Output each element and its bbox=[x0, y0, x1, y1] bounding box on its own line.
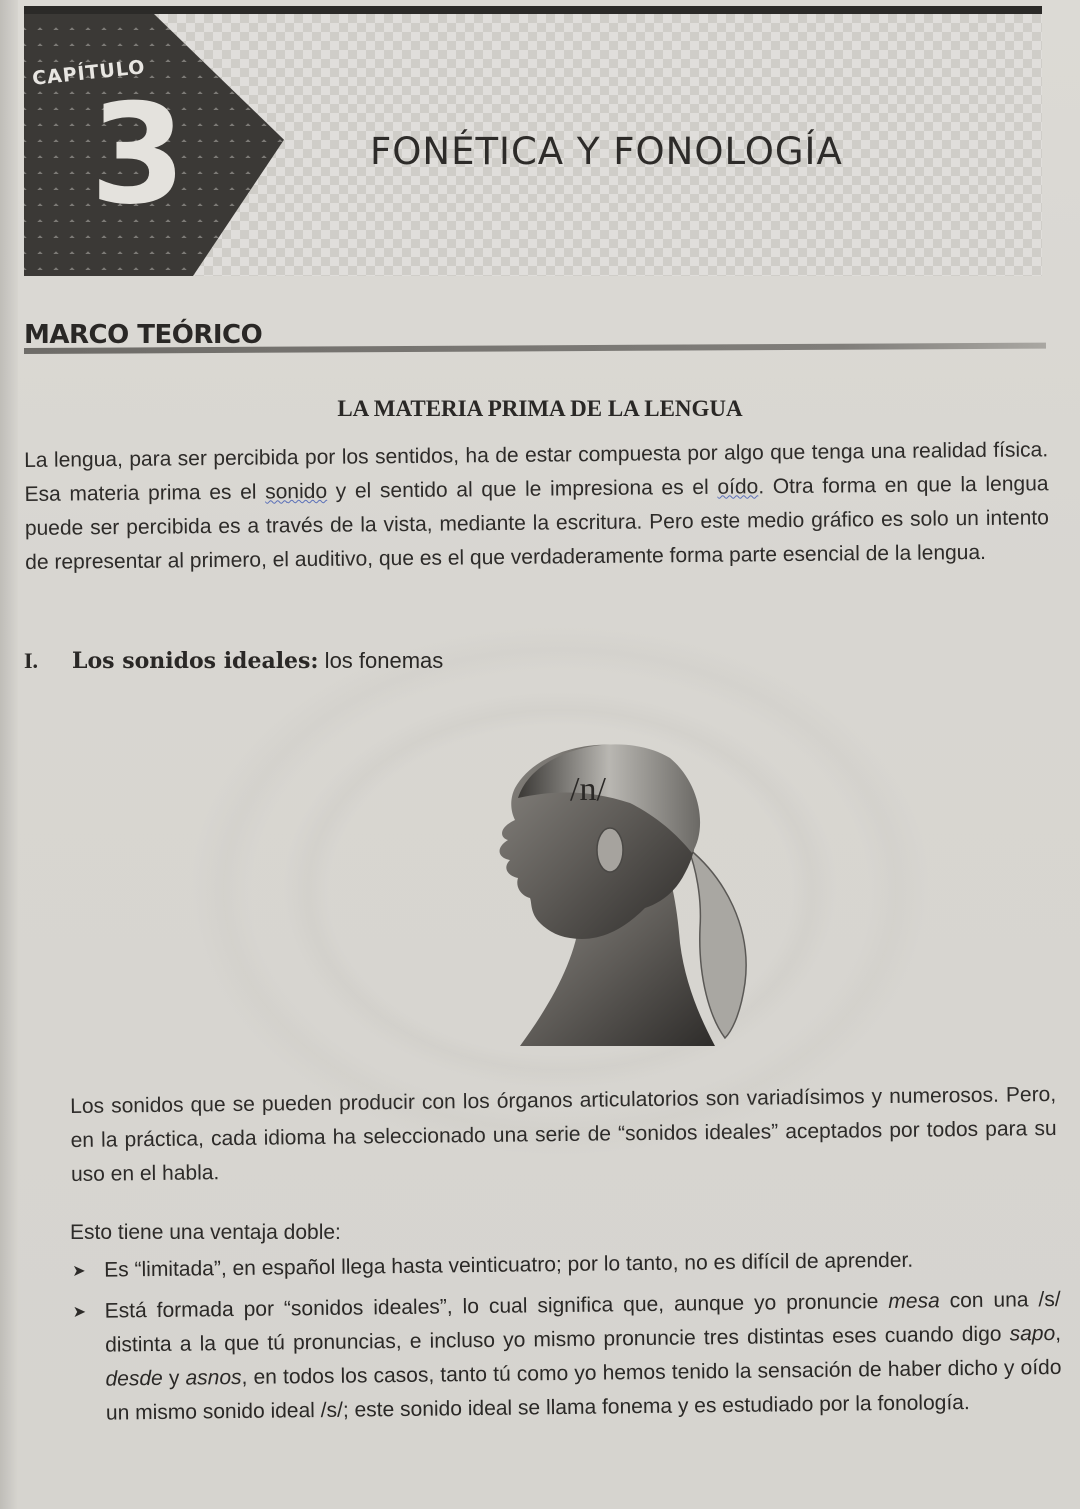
page-edge-shadow bbox=[0, 0, 18, 1509]
example-word: asnos bbox=[185, 1365, 242, 1390]
head-profile-icon bbox=[460, 728, 760, 1048]
arrowhead-bullet-icon: ➤ bbox=[72, 1303, 87, 1321]
section-heading: MARCO TEÓRICO bbox=[24, 320, 263, 350]
item-title: Los sonidos ideales: bbox=[72, 648, 319, 674]
example-word: mesa bbox=[888, 1289, 940, 1314]
body-paragraph-1: Los sonidos que se pueden producir con los órganos articulatorios son variadísimos y numerosos. Pero, en la práctica, cada idioma ha seleccionado una serie de “sonidos ideales” aceptados por todos para su uso en el habla. bbox=[70, 1082, 1057, 1186]
banner-top-rule bbox=[24, 6, 1042, 14]
list-item-text bbox=[104, 1283, 1062, 1431]
chapter-banner bbox=[24, 10, 1042, 278]
example-word: sapo bbox=[1009, 1321, 1056, 1346]
intro-text-2: y el sentido al que le impresiona es el bbox=[326, 475, 718, 503]
item-number: I. bbox=[24, 648, 39, 673]
body-paragraph-2: Esto tiene una ventaja doble: bbox=[70, 1221, 341, 1244]
arrowhead-bullet-icon: ➤ bbox=[72, 1262, 86, 1280]
intro-paragraph bbox=[24, 433, 1049, 580]
item-heading bbox=[24, 648, 443, 674]
chapter-title: FONÉTICA Y FONOLOGÍA bbox=[370, 130, 843, 173]
chapter-number: 3 bbox=[90, 74, 187, 235]
head-profile-illustration bbox=[460, 728, 760, 1048]
text-segment: y bbox=[162, 1366, 186, 1390]
intro-text-1: La lengua, para ser percibida por los sentidos, ha de estar compuesta por algo que tenga una realidad física. Esa materia prima es el bbox=[24, 438, 1049, 506]
chapter-label: CAPÍTULO bbox=[31, 56, 147, 90]
list-item bbox=[73, 1283, 1063, 1431]
spellcheck-word-oido: oído bbox=[717, 475, 759, 499]
bullet-list bbox=[72, 1242, 1062, 1437]
text-segment: con una /s/ distinta a la que tú pronuncias, e incluso yo mismo pronuncie tres distintas eses cuando digo bbox=[104, 1287, 1061, 1357]
section-subtitle: LA MATERIA PRIMA DE LA LENGUA bbox=[337, 396, 743, 421]
example-word: desde bbox=[105, 1366, 163, 1391]
text-segment: , en todos los casos, tanto tú como yo hemos tenido la sensación de haber dicho y oído un mismo sonido ideal /s/; este sonido ideal se llama fonema y es estudiado por la fonología. bbox=[105, 1355, 1062, 1425]
phoneme-label: /n/ bbox=[570, 771, 606, 808]
spellcheck-word-sonido: sonido bbox=[265, 479, 328, 504]
text-segment: Está formada por “sonidos ideales”, lo cual significa que, aunque yo pronuncie bbox=[104, 1290, 889, 1323]
list-item-text: Es “limitada”, en español llega hasta veinticuatro; por lo tanto, no es difícil de aprender. bbox=[104, 1248, 914, 1282]
text-segment: , bbox=[1055, 1321, 1062, 1345]
intro-text-3: . Otra forma en que la lengua puede ser percibida es a través de la vista, mediante la escritura. Pero este medio gráfico es solo un intento de representar al primero, el auditivo, que es el que verdaderamente forma parte esencial de la lengua. bbox=[24, 472, 1049, 574]
item-subtitle: los fonemas bbox=[318, 648, 444, 673]
